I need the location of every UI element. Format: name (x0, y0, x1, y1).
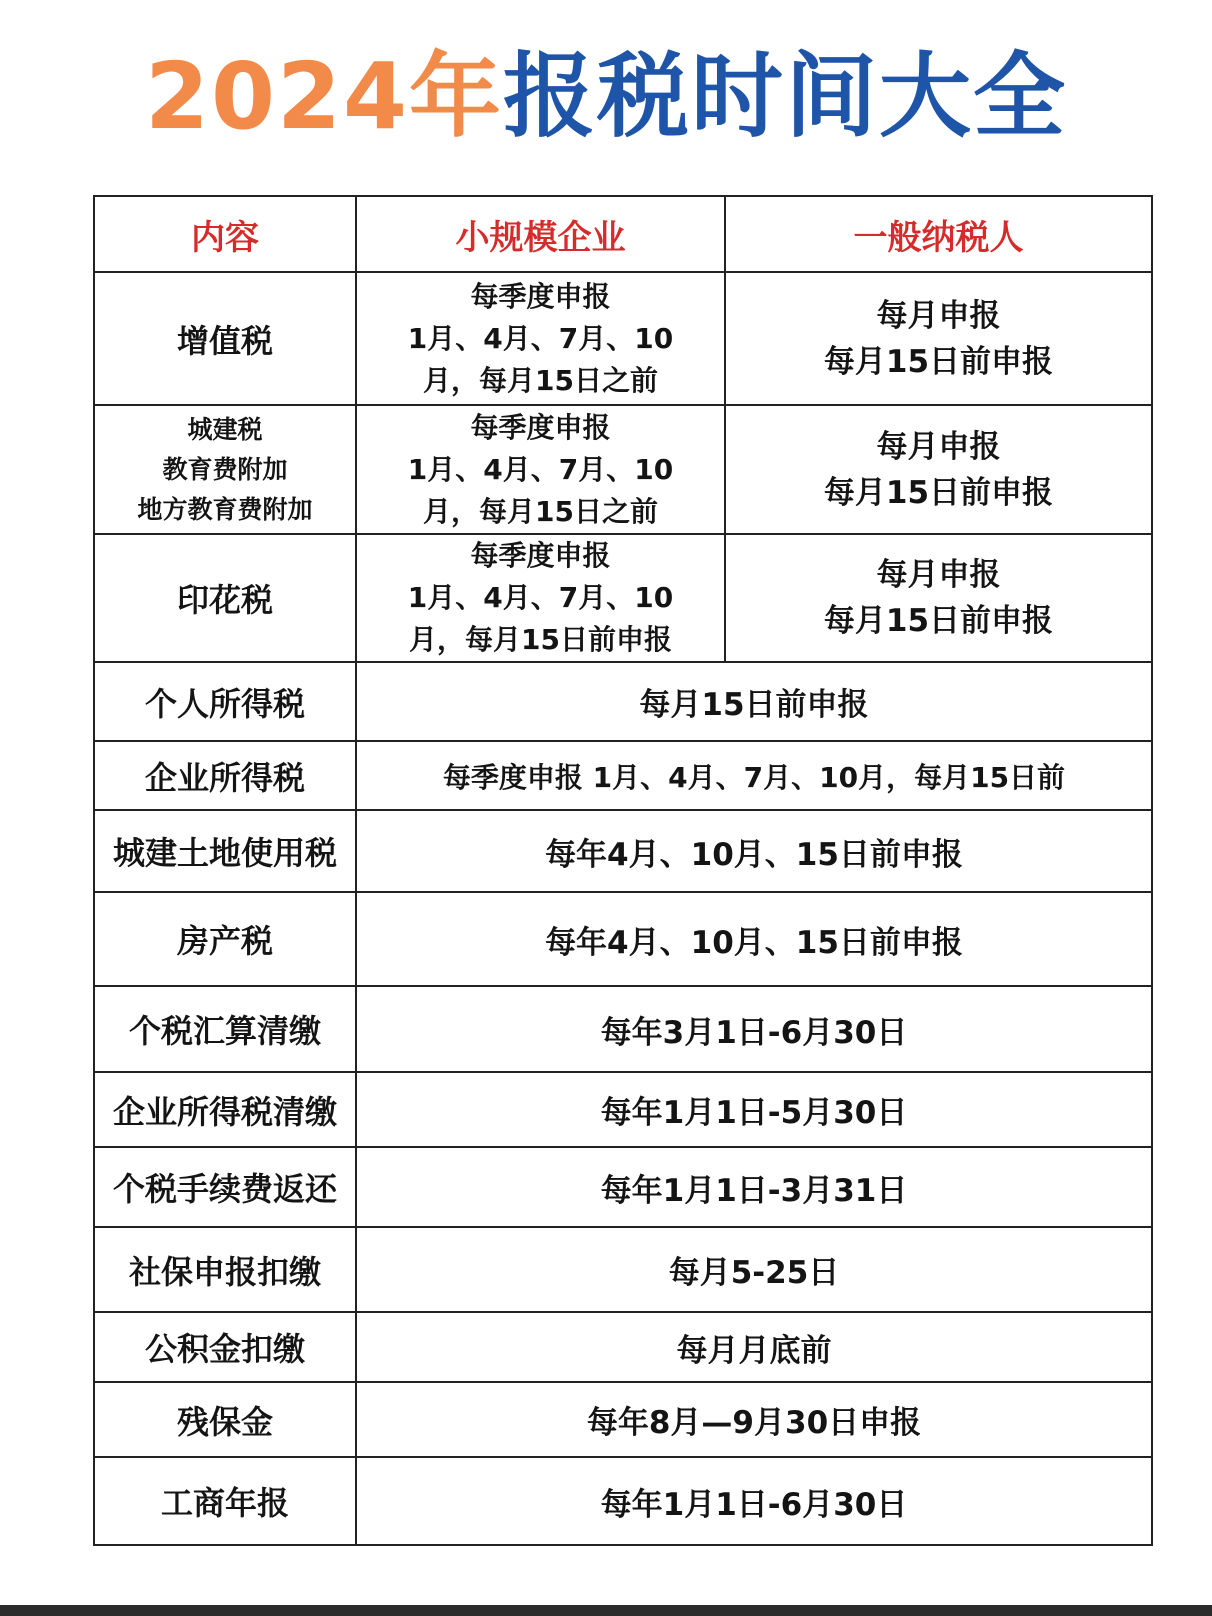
table-row (94, 1312, 1152, 1382)
small-scale-schedule: 每季度申报 1月、4月、7月、10 月，每月15日前申报 (356, 534, 725, 662)
tax-name: 房产税 (94, 892, 356, 986)
header-general-taxpayer: 一般纳税人 (725, 196, 1152, 272)
schedule: 每年1月1日-6月30日 (356, 1457, 1152, 1545)
table-row (94, 534, 1152, 662)
table-row (94, 405, 1152, 534)
small-scale-schedule: 每季度申报 1月、4月、7月、10 月，每月15日之前 (356, 272, 725, 405)
title-year: 2024年 (144, 43, 504, 150)
schedule: 每年4月、10月、15日前申报 (356, 892, 1152, 986)
table-row (94, 662, 1152, 741)
tax-name: 印花税 (94, 534, 356, 662)
tax-name: 残保金 (94, 1382, 356, 1457)
table-row (94, 1072, 1152, 1147)
tax-name: 企业所得税 (94, 741, 356, 810)
schedule: 每年4月、10月、15日前申报 (356, 810, 1152, 892)
schedule: 每年1月1日-3月31日 (356, 1147, 1152, 1227)
tax-name: 个税汇算清缴 (94, 986, 356, 1072)
bottom-edge-bar (0, 1605, 1212, 1616)
header-content: 内容 (94, 196, 356, 272)
page-title (0, 42, 1212, 152)
general-taxpayer-schedule: 每月申报 每月15日前申报 (725, 272, 1152, 405)
table-row (94, 1457, 1152, 1545)
tax-name: 个税手续费返还 (94, 1147, 356, 1227)
schedule: 每季度申报 1月、4月、7月、10月，每月15日前 (356, 741, 1152, 810)
table-row (94, 892, 1152, 986)
table-row (94, 1147, 1152, 1227)
tax-schedule-table (93, 195, 1153, 1546)
tax-name: 增值税 (94, 272, 356, 405)
header-small-scale: 小规模企业 (356, 196, 725, 272)
table-row (94, 272, 1152, 405)
table-row (94, 810, 1152, 892)
schedule: 每年8月—9月30日申报 (356, 1382, 1152, 1457)
table-row (94, 986, 1152, 1072)
header-row (94, 196, 1152, 272)
tax-name: 城建税 教育费附加 地方教育费附加 (94, 405, 356, 534)
general-taxpayer-schedule: 每月申报 每月15日前申报 (725, 405, 1152, 534)
table-row (94, 1382, 1152, 1457)
table-row (94, 1227, 1152, 1312)
tax-name: 社保申报扣缴 (94, 1227, 356, 1312)
general-taxpayer-schedule: 每月申报 每月15日前申报 (725, 534, 1152, 662)
table-row (94, 741, 1152, 810)
tax-name: 公积金扣缴 (94, 1312, 356, 1382)
schedule: 每月5-25日 (356, 1227, 1152, 1312)
title-main: 报税时间大全 (503, 43, 1068, 150)
tax-name: 城建土地使用税 (94, 810, 356, 892)
schedule: 每月月底前 (356, 1312, 1152, 1382)
tax-name: 工商年报 (94, 1457, 356, 1545)
schedule: 每年3月1日-6月30日 (356, 986, 1152, 1072)
schedule: 每月15日前申报 (356, 662, 1152, 741)
schedule: 每年1月1日-5月30日 (356, 1072, 1152, 1147)
tax-name: 个人所得税 (94, 662, 356, 741)
tax-name: 企业所得税清缴 (94, 1072, 356, 1147)
small-scale-schedule: 每季度申报 1月、4月、7月、10 月，每月15日之前 (356, 405, 725, 534)
